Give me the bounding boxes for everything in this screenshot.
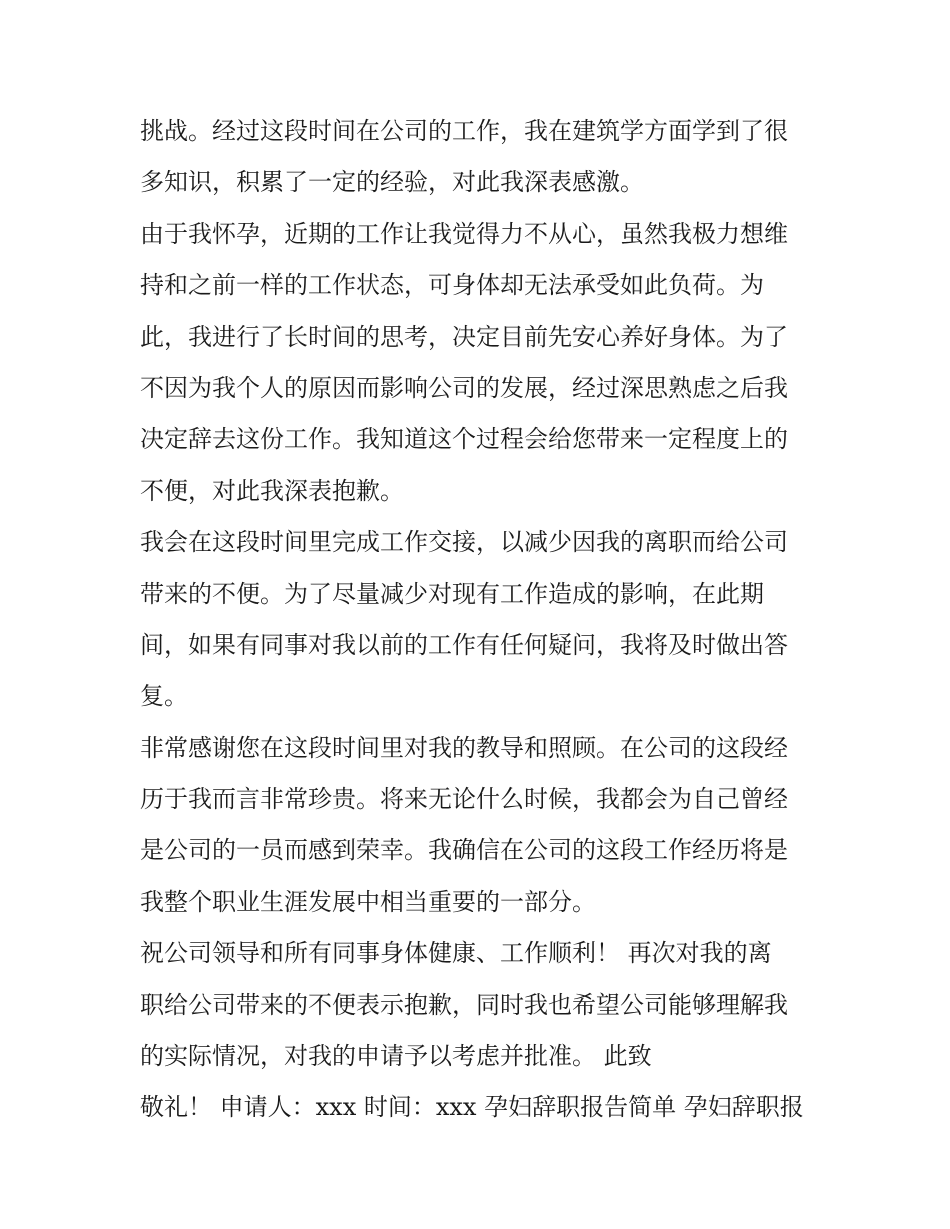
text-line: 我会在这段时间里完成工作交接，以减少因我的离职而给公司 (140, 528, 788, 557)
text-line: 间，如果有同事对我以前的工作有任何疑问，我将及时做出答 (140, 630, 788, 659)
text-line: 复。 (140, 682, 188, 711)
text-line: 祝公司领导和所有同事身体健康、工作顺利！ 再次对我的离 (140, 939, 772, 968)
text-line: 历于我而言非常珍贵。将来无论什么时候，我都会为自己曾经 (140, 785, 788, 814)
text-line: 持和之前一样的工作状态，可身体却无法承受如此负荷。为 (140, 271, 764, 300)
text-line: 非常感谢您在这段时间里对我的教导和照顾。在公司的这段经 (140, 733, 788, 762)
text-line: 不便，对此我深表抱歉。 (140, 476, 404, 505)
text-line: 敬礼！ 申请人：xxx 时间：xxx 孕妇辞职报告简单 孕妇辞职报 (140, 1093, 804, 1122)
text-line: 带来的不便。为了尽量减少对现有工作造成的影响，在此期 (140, 579, 764, 608)
text-line: 挑战。经过这段时间在公司的工作，我在建筑学方面学到了很 (140, 117, 788, 145)
text-line: 由于我怀孕，近期的工作让我觉得力不从心，虽然我极力想维 (140, 219, 788, 248)
text-line: 多知识，积累了一定的经验，对此我深表感激。 (140, 168, 644, 197)
text-line: 决定辞去这份工作。我知道这个过程会给您带来一定程度上的 (140, 425, 788, 454)
text-line: 职给公司带来的不便表示抱歉，同时我也希望公司能够理解我 (140, 990, 788, 1019)
letter-body (140, 106, 820, 1134)
text-line: 此，我进行了长时间的思考，决定目前先安心养好身体。为了 (140, 322, 788, 351)
text-line: 的实际情况，对我的申请予以考虑并批准。 此致 (140, 1042, 652, 1071)
text-line: 不因为我个人的原因而影响公司的发展，经过深思熟虑之后我 (140, 373, 788, 402)
text-line: 我整个职业生涯发展中相当重要的一部分。 (140, 887, 596, 916)
text-line: 是公司的一员而感到荣幸。我确信在公司的这段工作经历将是 (140, 836, 788, 865)
